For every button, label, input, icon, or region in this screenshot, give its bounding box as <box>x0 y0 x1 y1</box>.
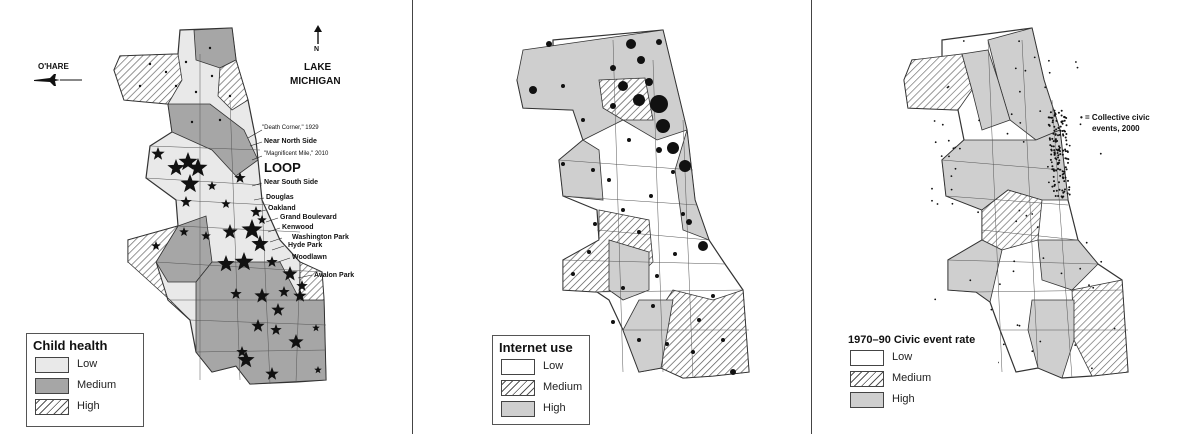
civic-event-dot <box>1067 180 1069 182</box>
civic-event-dot <box>1050 159 1052 161</box>
legend-label: High <box>892 393 915 405</box>
internet-dot <box>610 65 616 71</box>
civic-event-dot <box>1019 325 1021 327</box>
civic-event-dot <box>991 309 993 311</box>
civic-event-dot <box>1057 163 1059 165</box>
civic-event-dot <box>934 299 936 301</box>
civic-event-dot <box>931 200 933 202</box>
civic-event-dot <box>1065 150 1067 152</box>
internet-dot <box>679 160 691 172</box>
internet-dot <box>571 272 575 276</box>
internet-dot <box>529 86 537 94</box>
civic-event-dot <box>1052 121 1054 123</box>
legend-swatch <box>35 399 69 415</box>
internet-dot <box>621 286 625 290</box>
civic-event-dot <box>1063 180 1065 182</box>
internet-use-legend <box>492 335 590 425</box>
internet-dot <box>665 342 669 346</box>
civic-event-dot <box>1061 110 1063 112</box>
civic-event-dot <box>1043 257 1045 259</box>
child-health-panel <box>0 0 412 434</box>
civic-event-dot <box>1091 367 1093 369</box>
small-marker <box>211 75 213 77</box>
legend-item-high <box>499 400 583 418</box>
civic-event-dot <box>1053 140 1055 142</box>
civic-event-dot <box>1062 154 1064 156</box>
civic-event-dot <box>1055 195 1057 197</box>
small-marker <box>209 47 211 49</box>
civic-event-dot <box>1058 159 1060 161</box>
internet-dot <box>607 178 611 182</box>
civic-event-dot <box>1061 190 1063 192</box>
internet-dot <box>593 222 597 226</box>
legend-item-low <box>499 358 583 376</box>
civic-event-dot <box>1058 181 1060 183</box>
small-marker <box>139 85 141 87</box>
civic-event-dot <box>1066 124 1068 126</box>
civic-event-dot <box>1062 150 1064 152</box>
internet-dot <box>673 252 677 256</box>
civic-event-dot <box>953 147 955 149</box>
civic-event-dot <box>1053 170 1055 172</box>
internet-dot <box>610 103 616 109</box>
civic-event-dot <box>1062 192 1064 194</box>
death-corner-label: "Death Corner," 1929 <box>262 125 319 131</box>
civic-event-dot <box>1062 176 1064 178</box>
legend-swatch <box>35 378 69 394</box>
small-marker <box>175 85 177 87</box>
civic-event-dot <box>1057 152 1059 154</box>
civic-event-dot <box>1018 40 1020 42</box>
civic-event-dot <box>1100 153 1102 155</box>
civic-event-dot <box>1053 190 1055 192</box>
civic-event-dot <box>1080 123 1082 125</box>
civic-event-dot <box>1053 130 1055 132</box>
legend-label: High <box>543 402 566 414</box>
civic-event-dot <box>1019 91 1021 93</box>
civic-event-dot <box>1069 145 1071 147</box>
civic-event-dot <box>1067 162 1069 164</box>
internet-dot <box>649 194 653 198</box>
civic-event-dot <box>969 279 971 281</box>
near-north-side-label: Near North Side <box>264 138 317 145</box>
civic-event-dot <box>1019 210 1021 212</box>
internet-dot <box>667 142 679 154</box>
internet-dot <box>691 350 695 354</box>
civic-event-dot <box>1054 153 1056 155</box>
civic-event-dot <box>1059 134 1061 136</box>
civic-event-dot <box>959 148 961 150</box>
civic-event-dot <box>1050 111 1052 113</box>
internet-dot <box>637 338 641 342</box>
civic-event-dot <box>1053 149 1055 151</box>
civic-event-dot <box>1055 170 1057 172</box>
internet-dot <box>633 94 645 106</box>
civic-event-dot <box>1054 184 1056 186</box>
civic-event-dot <box>1100 261 1102 263</box>
civic-event-dot <box>955 168 957 170</box>
civic-event-dot <box>1060 121 1062 123</box>
civic-event-dot <box>1007 133 1009 135</box>
civic-event-dot <box>937 203 939 205</box>
small-marker <box>195 91 197 93</box>
civic-event-dot <box>1059 153 1061 155</box>
civic-event-dot <box>1067 192 1069 194</box>
lake-label-line1: LAKE <box>304 62 332 73</box>
civic-event-dot <box>1049 144 1051 146</box>
legend-label: High <box>77 400 100 412</box>
civic-event-dot <box>1026 215 1028 217</box>
legend-title: Internet use <box>499 340 573 355</box>
civic-event-dot <box>1051 165 1053 167</box>
civic-event-dot <box>1051 138 1053 140</box>
legend-swatch <box>501 380 535 396</box>
civic-event-dot <box>1086 242 1088 244</box>
legend-label: Medium <box>77 379 117 391</box>
civic-event-dot <box>1062 123 1064 125</box>
civic-event-dot <box>1031 350 1033 352</box>
civic-event-dot <box>1065 139 1067 141</box>
civic-event-dot <box>1068 189 1070 191</box>
civic-event-dot <box>1088 284 1090 286</box>
legend-label: Low <box>892 351 913 363</box>
civic-event-dot <box>1057 134 1059 136</box>
civic-event-dot <box>1050 154 1052 156</box>
civic-event-dot <box>1065 137 1067 139</box>
civic-event-dot <box>951 189 953 191</box>
legend-item-high <box>848 391 998 409</box>
civic-event-dot <box>935 141 937 143</box>
civic-event-dot <box>1064 188 1066 190</box>
civic-event-dot <box>1055 134 1057 136</box>
oakland-label: Oakland <box>268 205 296 212</box>
legend-item-medium <box>848 370 998 388</box>
civic-event-dot <box>1066 143 1068 145</box>
internet-dot <box>637 56 645 64</box>
civic-event-dot <box>1062 133 1064 135</box>
lake-label-line2: MICHIGAN <box>290 76 341 87</box>
civic-event-dot <box>1077 67 1079 69</box>
north-arrow-icon <box>314 25 322 44</box>
civic-event-dot <box>1025 70 1027 72</box>
civic-event-dot <box>1069 194 1071 196</box>
civic-event-dot <box>951 175 953 177</box>
internet-dot <box>626 39 636 49</box>
civic-event-dot <box>1079 268 1081 270</box>
civic-event-dot <box>1050 149 1052 151</box>
civic-event-dot <box>1053 180 1055 182</box>
event-note-line2: events, 2000 <box>1092 124 1140 133</box>
civic-event-dot <box>1057 127 1059 129</box>
internet-dot <box>711 294 715 298</box>
civic-event-dot <box>1058 112 1060 114</box>
civic-event-dot <box>1051 186 1053 188</box>
legend-swatch <box>850 392 884 408</box>
civic-event-dot <box>1060 126 1062 128</box>
civic-event-dot <box>1048 124 1050 126</box>
civic-event-dot <box>1053 145 1055 147</box>
civic-event-dot <box>1051 161 1053 163</box>
legend-label: Low <box>77 358 98 370</box>
civic-event-dot <box>1062 170 1064 172</box>
civic-event-dot <box>948 156 950 158</box>
internet-dot <box>655 274 659 278</box>
internet-dot <box>650 95 668 113</box>
civic-event-dot <box>977 211 979 213</box>
civic-event-dot <box>1011 113 1013 115</box>
internet-dot <box>546 41 552 47</box>
small-marker <box>191 121 193 123</box>
civic-event-dot <box>1064 120 1066 122</box>
civic-event-dot <box>999 283 1001 285</box>
small-marker <box>185 61 187 63</box>
internet-dot <box>587 250 591 254</box>
civic-event-dot <box>1054 112 1056 114</box>
internet-dot <box>656 147 662 153</box>
airplane-icon <box>34 74 60 86</box>
event-note-line1: • = Collective civic <box>1080 113 1150 122</box>
civic-event-dot <box>1075 61 1077 63</box>
civic-events-panel <box>812 0 1200 434</box>
internet-dot <box>637 230 641 234</box>
civic-event-dot <box>1019 122 1021 124</box>
civic-event-dot <box>1003 344 1005 346</box>
civic-event-dot <box>1047 166 1049 168</box>
civic-event-dot <box>1057 195 1059 197</box>
civic-event-dot <box>1063 116 1065 118</box>
civic-event-dot <box>1068 186 1070 188</box>
small-marker <box>229 95 231 97</box>
civic-event-dot <box>1052 119 1054 121</box>
internet-dot <box>561 162 565 166</box>
compass-label: N <box>314 46 320 53</box>
legend-title: 1970–90 Civic event rate <box>848 334 976 346</box>
civic-event-dot <box>1054 157 1056 159</box>
internet-dot <box>721 338 725 342</box>
legend-title: Child health <box>33 338 108 353</box>
civic-event-dot <box>1057 154 1059 156</box>
internet-dot <box>730 369 736 375</box>
civic-event-dot <box>1049 139 1051 141</box>
civic-event-dot <box>1034 57 1036 59</box>
child-health-legend <box>26 333 144 427</box>
grand-boulevard-label: Grand Boulevard <box>280 214 337 221</box>
civic-event-dot <box>1048 60 1050 62</box>
legend-label: Medium <box>543 381 583 393</box>
civic-event-dot <box>1063 171 1065 173</box>
civic-event-dot <box>1065 133 1067 135</box>
legend-item-low <box>33 356 137 374</box>
avalon-park-label: Avalon Park <box>314 272 355 279</box>
internet-use-map <box>413 0 811 434</box>
civic-event-dot <box>1015 220 1017 222</box>
legend-item-medium <box>499 379 583 397</box>
civic-event-dot <box>1048 182 1050 184</box>
civic-event-dot <box>942 124 944 126</box>
civic-event-dot <box>1074 344 1076 346</box>
small-marker <box>219 119 221 121</box>
small-marker <box>165 71 167 73</box>
civic-event-dot <box>1049 117 1051 119</box>
washington-park-label: Washington Park <box>292 234 349 241</box>
civic-event-dot <box>1037 226 1039 228</box>
internet-dot <box>698 241 708 251</box>
civic-event-dot <box>1059 189 1061 191</box>
internet-dot <box>627 138 631 142</box>
internet-dot <box>581 118 585 122</box>
civic-event-dot <box>1067 158 1069 160</box>
civic-event-dot <box>978 120 980 122</box>
legend-item-medium <box>33 377 137 395</box>
internet-dot <box>651 304 655 308</box>
kenwood-label: Kenwood <box>282 224 314 231</box>
civic-event-dot <box>1092 287 1094 289</box>
civic-event-dot <box>1053 126 1055 128</box>
civic-event-dot <box>948 140 950 142</box>
region-high-westside <box>559 140 603 200</box>
civic-event-dot <box>954 147 956 149</box>
near-south-side-label: Near South Side <box>264 179 319 186</box>
legend-swatch <box>35 357 69 373</box>
legend-item-low <box>848 349 998 367</box>
civic-event-dot <box>1062 196 1064 198</box>
civic-event-dot <box>1059 169 1061 171</box>
internet-dot <box>611 320 615 324</box>
civic-event-dot <box>1049 72 1051 74</box>
civic-event-dot <box>1054 110 1056 112</box>
internet-dot <box>671 170 675 174</box>
civic-event-dot <box>1057 168 1059 170</box>
legend-swatch <box>501 359 535 375</box>
hyde-park-label: Hyde Park <box>288 242 323 249</box>
civic-event-dot <box>1059 150 1061 152</box>
civic-event-dot <box>1058 145 1060 147</box>
internet-dot <box>621 208 625 212</box>
internet-dot <box>561 84 565 88</box>
civic-events-legend <box>848 334 998 414</box>
civic-event-dot <box>1055 139 1057 141</box>
internet-dot <box>618 81 628 91</box>
civic-event-dot <box>931 188 933 190</box>
civic-event-dot <box>1057 157 1059 159</box>
legend-swatch <box>850 350 884 366</box>
civic-event-dot <box>1114 328 1116 330</box>
legend-label: Medium <box>892 372 932 384</box>
civic-event-dot <box>1059 130 1061 132</box>
civic-event-dot <box>1066 168 1068 170</box>
civic-event-dot <box>1013 270 1015 272</box>
civic-event-dot <box>1067 151 1069 153</box>
civic-event-dot <box>1039 110 1041 112</box>
civic-event-dot <box>1056 190 1058 192</box>
magnificent-mile-label: "Magnificent Mile," 2010 <box>264 151 329 157</box>
civic-event-dot <box>1061 273 1063 275</box>
civic-event-dot <box>1044 86 1046 88</box>
civic-event-dot <box>963 40 965 42</box>
civic-event-dot <box>952 203 954 205</box>
civic-event-dot <box>1055 128 1057 130</box>
legend-item-high <box>33 398 137 416</box>
civic-event-dot <box>934 120 936 122</box>
civic-event-dot <box>1015 68 1017 70</box>
internet-dot <box>645 78 653 86</box>
internet-dot <box>697 318 701 322</box>
douglas-label: Douglas <box>266 194 294 201</box>
internet-dot <box>686 219 692 225</box>
internet-dot <box>681 212 685 216</box>
civic-event-dot <box>1013 260 1015 262</box>
internet-dot <box>656 119 670 133</box>
civic-event-dot <box>1056 120 1058 122</box>
ohare-label: O'HARE <box>38 62 69 71</box>
internet-use-panel <box>413 0 811 434</box>
civic-event-dot <box>1061 130 1063 132</box>
civic-event-dot <box>1056 149 1058 151</box>
civic-event-dot <box>941 155 943 157</box>
civic-event-dot <box>947 87 949 89</box>
civic-event-dot <box>1039 341 1041 343</box>
civic-event-dot <box>1065 166 1067 168</box>
civic-event-dot <box>1059 175 1061 177</box>
civic-event-dot <box>1031 213 1033 215</box>
civic-event-dot <box>1061 195 1063 197</box>
legend-label: Low <box>543 360 564 372</box>
woodlawn-label: Woodlawn <box>292 254 327 261</box>
civic-event-dot <box>1061 115 1063 117</box>
civic-event-dot <box>1052 133 1054 135</box>
civic-event-dot <box>1051 117 1053 119</box>
region-medium-northwest <box>904 54 972 110</box>
region-high-northwest <box>114 54 182 104</box>
small-marker <box>149 63 151 65</box>
legend-swatch <box>501 401 535 417</box>
legend-swatch <box>850 371 884 387</box>
internet-dot <box>656 39 662 45</box>
internet-dot <box>591 168 595 172</box>
civic-event-dot <box>1062 174 1064 176</box>
civic-event-dot <box>1017 324 1019 326</box>
civic-event-dot <box>1053 176 1055 178</box>
civic-event-dot <box>1065 117 1067 119</box>
loop-label: LOOP <box>264 160 301 175</box>
civic-event-dot <box>1023 141 1025 143</box>
civic-event-dot <box>1065 177 1067 179</box>
